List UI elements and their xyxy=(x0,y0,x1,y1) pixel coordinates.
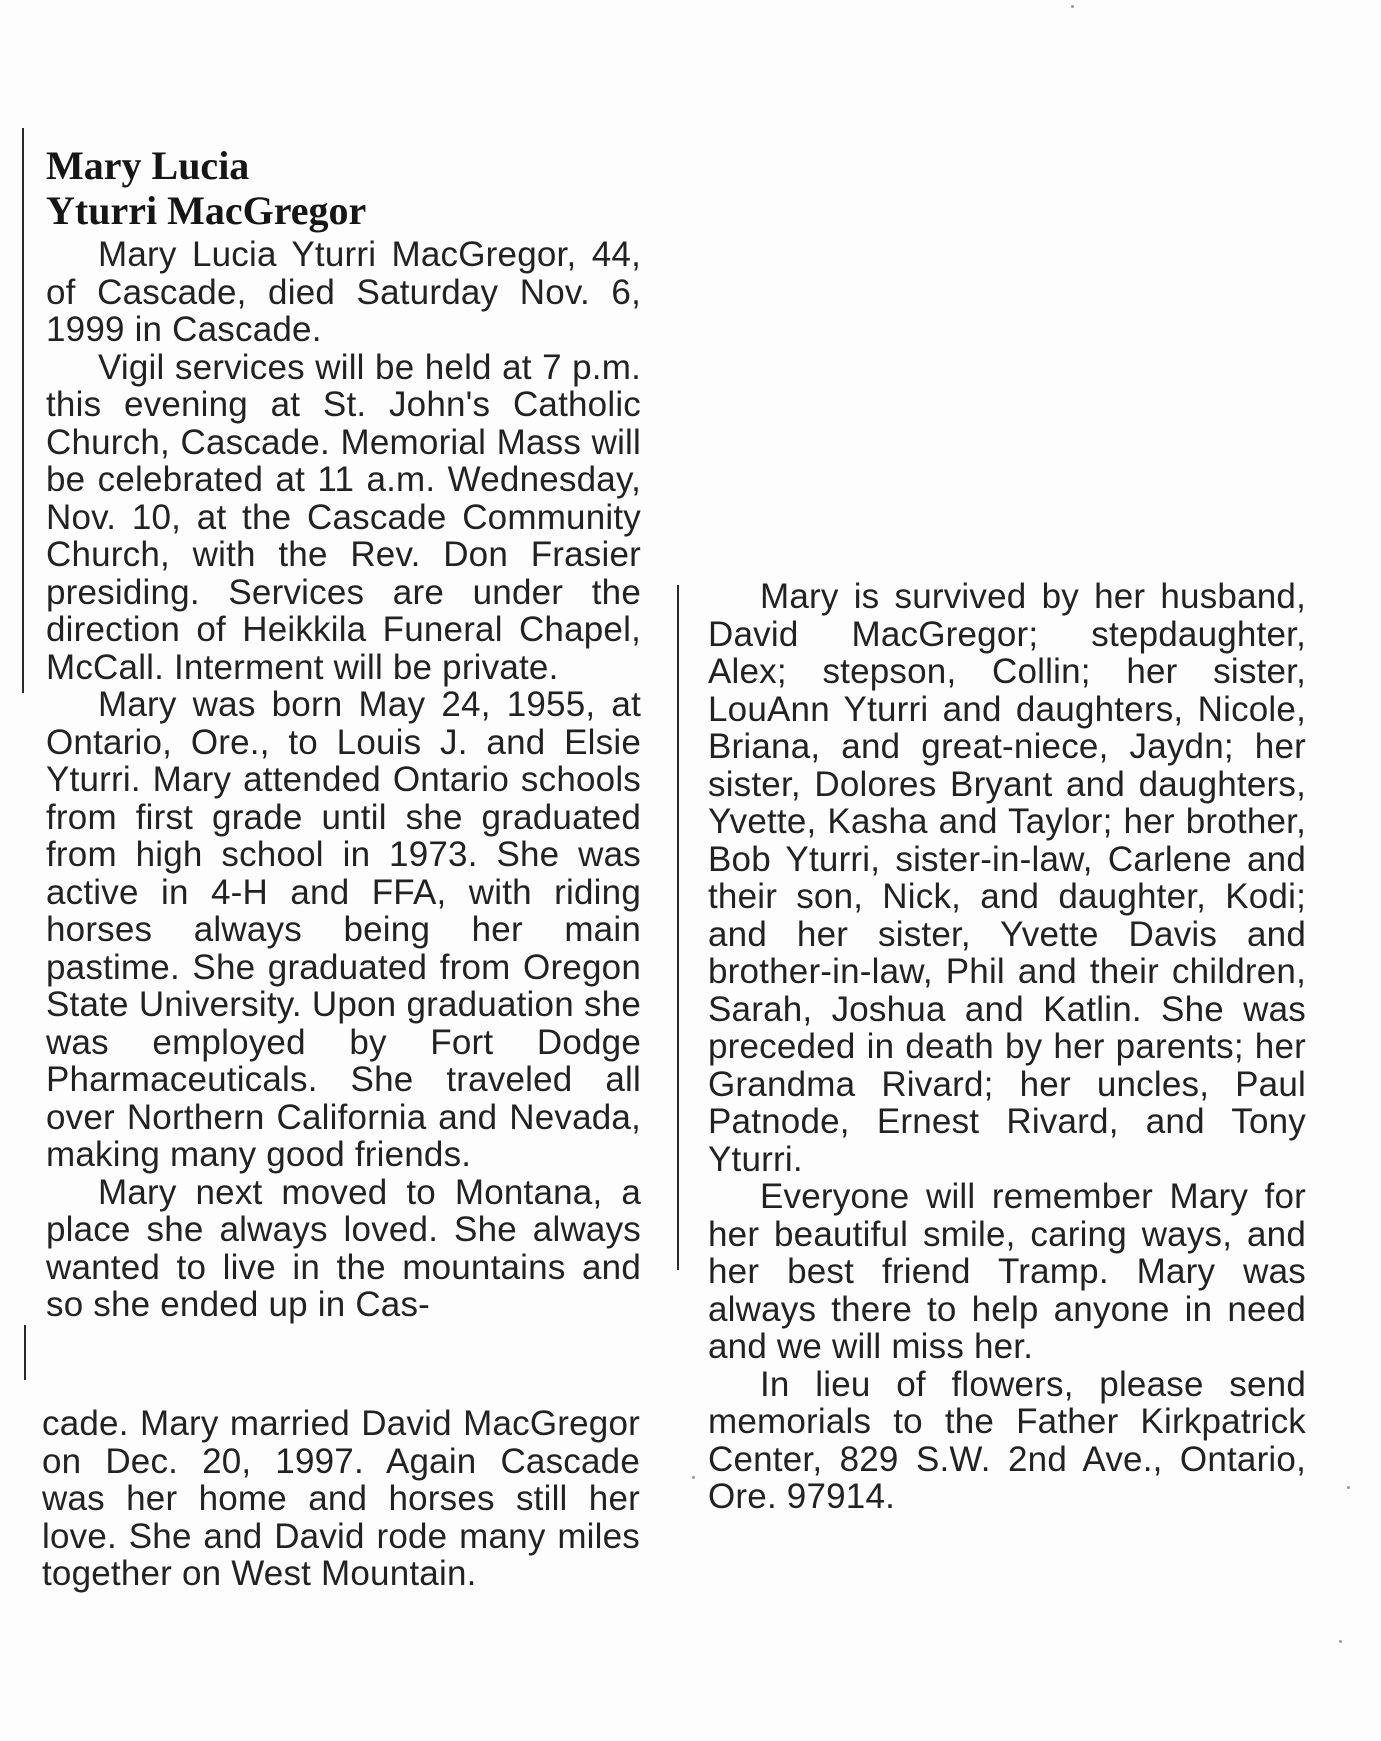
paragraph-early-life: Mary was born May 24, 1955, at Ontario, Ore., to Louis J. and Elsie Yturri. Mary attended Ontario schools from first grade until she graduated from high school in 1973. She was active in 4-H and FFA, with riding horses always being her main pastime. She graduated from Oregon State University. Upon graduation she was employed by Fort Dodge Pharmaceuticals. She traveled all over Northern California and Nevada, making many good friends. xyxy=(46,685,641,1174)
obituary-headline xyxy=(46,143,646,233)
left-column-bottom xyxy=(42,1405,640,1593)
column-rule-middle xyxy=(677,585,679,1270)
paragraph-montana: Mary next moved to Montana, a place she always loved. She always wanted to live in the mountains and so she ended up in Cas- xyxy=(46,1172,641,1324)
scan-speck xyxy=(1071,5,1074,8)
paragraph-services: Vigil services will be held at 7 p.m. this evening at St. John's Catholic Church, Cascade. Memorial Mass will be celebrated at 11 a.m. Wednesday, Nov. 10, at the Cascade Community Church, with the Rev. Don Frasier presiding. Services are under the direction of Heikkila Funeral Chapel, McCall. Interment will be private. xyxy=(46,347,641,687)
paragraph-memorials: In lieu of flowers, please send memorials to the Father Kirkpatrick Center, 829 S.W. 2nd Ave., Ontario, Ore. 97914. xyxy=(708,1364,1306,1516)
left-column-top xyxy=(46,236,641,1324)
right-column xyxy=(708,578,1306,1516)
paragraph-marriage: cade. Mary married David MacGregor on Dec. 20, 1997. Again Cascade was her home and horses still her love. She and David rode many miles together on West Mountain. xyxy=(42,1404,640,1593)
paragraph-survivors: Mary is survived by her husband, David MacGregor; stepdaughter, Alex; stepson, Collin; her sister, LouAnn Yturri and daughters, Nicole, Briana, and great-niece, Jaydn; her sister, Dolores Bryant and daughters, Yvette, Kasha and Taylor; her brother, Bob Yturri, sister-in-law, Carlene and their son, Nick, and daughter, Kodi; and her sister, Yvette Davis and brother-in-law, Phil and their children, Sarah, Joshua and Katlin. She was preceded in death by her parents; her Grandma Rivard; her uncles, Paul Patnode, Ernest Rivard, and Tony Yturri. xyxy=(708,577,1306,1179)
headline-line-1: Mary Lucia xyxy=(46,143,250,188)
scan-speck xyxy=(1347,1486,1350,1489)
scan-speck xyxy=(1339,1640,1342,1643)
scan-speck xyxy=(692,1476,695,1479)
column-rule-left-top xyxy=(22,128,24,693)
headline-line-2: Yturri MacGregor xyxy=(46,188,367,233)
paragraph-death-notice: Mary Lucia Yturri MacGregor, 44, of Cascade, died Saturday Nov. 6, 1999 in Cascade. xyxy=(46,235,641,349)
paragraph-remembrance: Everyone will remember Mary for her beautiful smile, caring ways, and her best friend Tramp. Mary was always there to help anyone in need and we will miss her. xyxy=(708,1177,1306,1366)
column-rule-left-bottom xyxy=(24,1325,26,1380)
